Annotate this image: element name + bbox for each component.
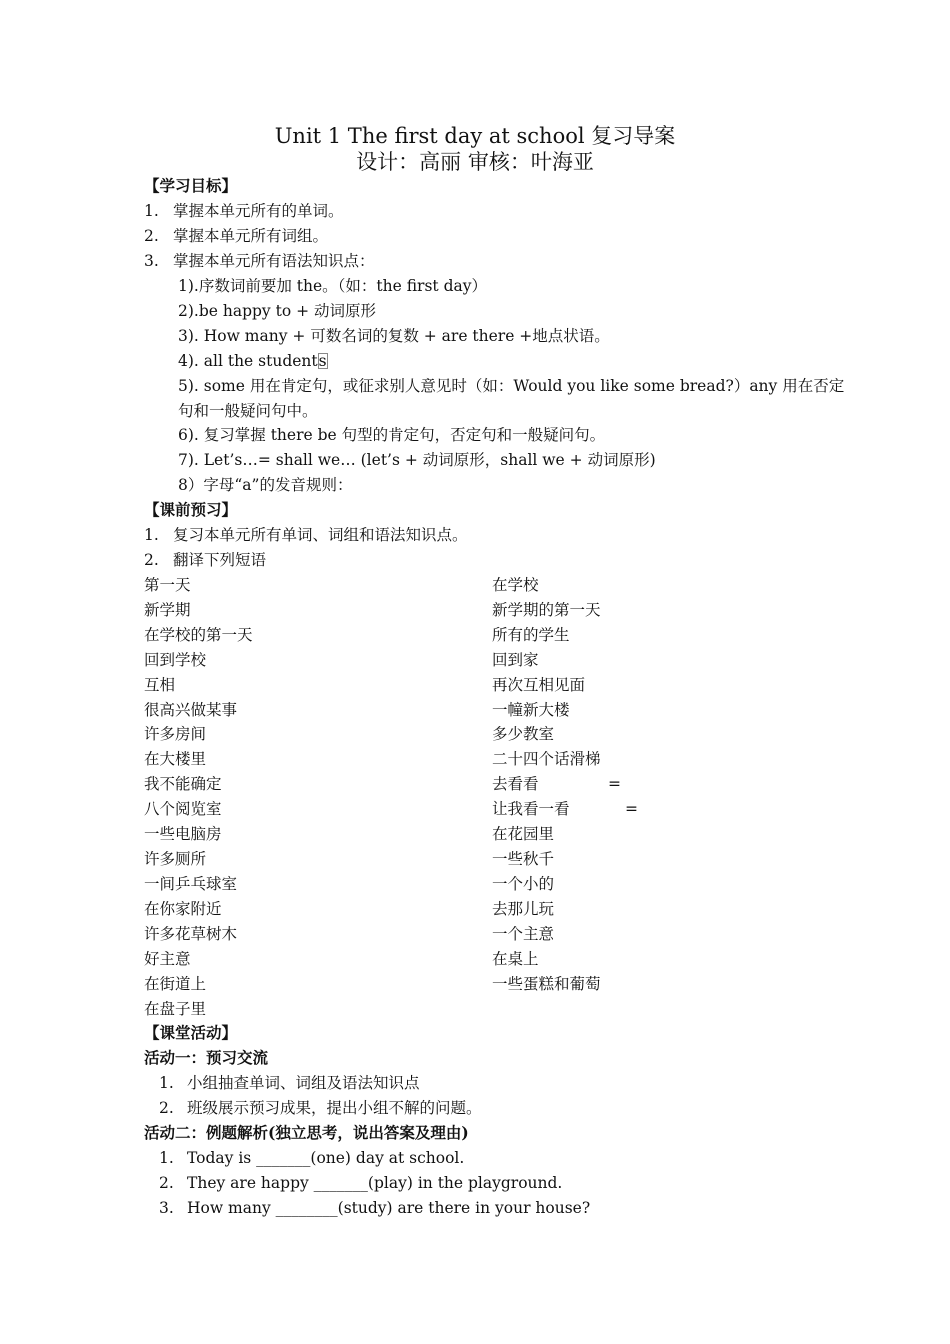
phrase-item: 一些电脑房 — [144, 825, 222, 843]
phrase-item: 一个小的 — [492, 875, 555, 893]
text-cursor-box: s — [318, 352, 327, 370]
phrase-item: 多少教室 — [492, 725, 555, 743]
phrase-item: 互相 — [144, 676, 176, 694]
phrase-item: 一幢新大楼 — [492, 701, 570, 719]
phrase-item: 第一天 — [144, 576, 191, 594]
document-subtitle: 设计：高丽 审核：叶海亚 — [356, 150, 594, 174]
activity2-title: 活动二：例题解析(独立思考，说出答案及理由) — [144, 1123, 469, 1142]
phrase-item: 在学校的第一天 — [144, 626, 253, 644]
exercise-item: 1. Today is _______(one) day at school. — [159, 1149, 465, 1167]
phrase-item: 一些秋千 — [492, 850, 555, 868]
phrase-item: 在桌上 — [492, 950, 539, 968]
phrase-item: 在学校 — [492, 576, 539, 594]
section-class-heading: 【课堂活动】 — [144, 1023, 238, 1042]
phrase-item: 在盘子里 — [144, 1000, 207, 1018]
phrase-item: 在花园里 — [492, 825, 555, 843]
activity1-item: 1. 小组抽查单词、词组及语法知识点 — [159, 1074, 420, 1092]
grammar-point: 1).序数词前要加 the。（如：the first day） — [178, 277, 487, 295]
phrase-item: 八个阅览室 — [144, 800, 222, 818]
grammar-point: 2).be happy to + 动词原形 — [178, 302, 377, 320]
activity1-item: 2. 班级展示预习成果，提出小组不解的问题。 — [159, 1099, 482, 1117]
goal-item: 3. 掌握本单元所有语法知识点： — [144, 252, 375, 270]
equals-sign: = — [608, 775, 621, 793]
goal-item: 1. 掌握本单元所有的单词。 — [144, 202, 344, 220]
phrase-item: 一个主意 — [492, 925, 555, 943]
grammar-point: 句和一般疑问句中。 — [178, 402, 318, 420]
phrase-item: 回到家 — [492, 651, 539, 669]
phrase-item: 许多房间 — [144, 725, 207, 743]
phrase-item: 许多花草树木 — [144, 925, 238, 943]
phrase-item: 新学期的第一天 — [492, 601, 601, 619]
activity1-title: 活动一：预习交流 — [144, 1048, 269, 1067]
phrase-item: 新学期 — [144, 601, 191, 619]
phrase-item: 所有的学生 — [492, 626, 570, 644]
phrase-item: 去那儿玩 — [492, 900, 555, 918]
phrase-item: 在大楼里 — [144, 750, 207, 768]
section-preview-heading: 【课前预习】 — [144, 500, 238, 519]
preview-item: 1. 复习本单元所有单词、词组和语法知识点。 — [144, 526, 468, 544]
phrase-item: 在你家附近 — [144, 900, 222, 918]
phrase-item: 许多厕所 — [144, 850, 207, 868]
document-title: Unit 1 The first day at school 复习导案 — [274, 124, 676, 148]
grammar-point: 6). 复习掌握 there be 句型的肯定句，否定句和一般疑问句。 — [178, 426, 606, 444]
phrase-item: 在街道上 — [144, 975, 207, 993]
phrase-item: 二十四个话滑梯 — [492, 750, 601, 768]
goal-item: 2. 掌握本单元所有词组。 — [144, 227, 329, 245]
phrase-item: 让我看一看 — [492, 800, 570, 818]
equals-sign: = — [625, 800, 638, 818]
phrase-item: 回到学校 — [144, 651, 207, 669]
phrase-item: 去看看 — [492, 775, 539, 793]
phrase-item: 一些蛋糕和葡萄 — [492, 975, 601, 993]
exercise-item: 2. They are happy _______(play) in the playground. — [159, 1174, 563, 1192]
grammar-point: 7). Let’s…= shall we… (let’s + 动词原形，shall we + 动词原形) — [178, 451, 656, 469]
phrase-item: 很高兴做某事 — [144, 701, 238, 719]
phrase-item: 好主意 — [144, 950, 191, 968]
grammar-point: 3). How many + 可数名词的复数 + are there +地点状语。 — [178, 327, 610, 345]
section-goals-heading: 【学习目标】 — [144, 176, 238, 195]
phrase-item: 我不能确定 — [144, 775, 222, 793]
phrase-item: 再次互相见面 — [492, 676, 586, 694]
grammar-point: 4). all the students — [178, 352, 327, 370]
preview-item: 2. 翻译下列短语 — [144, 551, 267, 569]
phrase-item: 一间乒乓球室 — [144, 875, 238, 893]
exercise-item: 3. How many ________(study) are there in your house? — [159, 1199, 591, 1217]
grammar-point: 5). some 用在肯定句，或征求别人意见时（如：Would you like some bread?）any 用在否定 — [178, 377, 845, 395]
grammar-point: 8）字母“a”的发音规则： — [178, 476, 353, 494]
